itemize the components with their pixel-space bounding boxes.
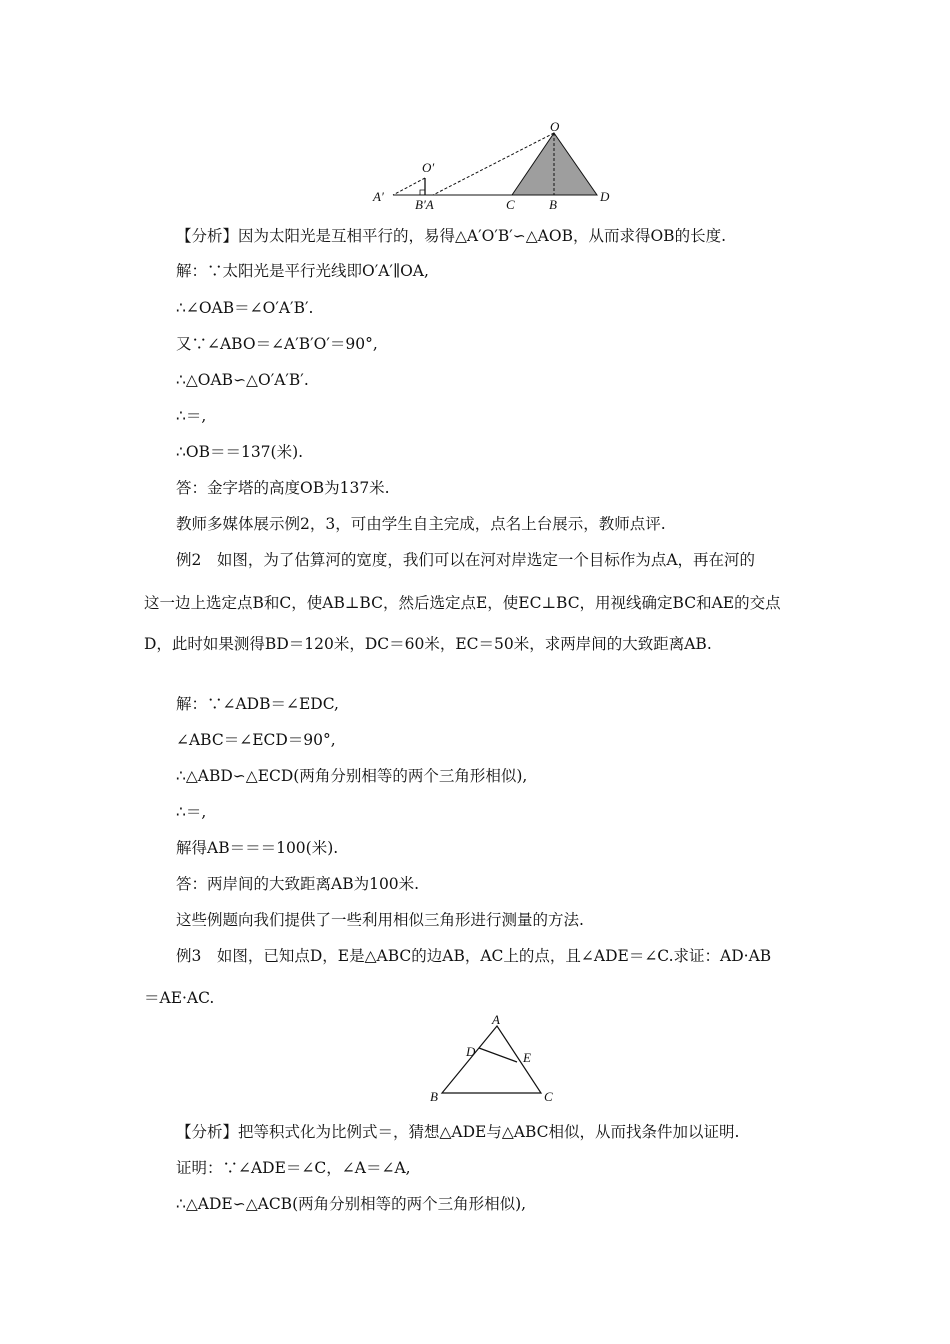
solution-2-line-2: ∠ABC＝∠ECD＝90°, [176,731,336,749]
label-b: B [430,1089,438,1104]
solution-1-line-5: ∴＝, [176,407,207,425]
solution-1-line-4: ∴△OAB∽△O′A′B′. [176,371,309,389]
label-c: C [544,1089,553,1104]
answer-1: 答：金字塔的高度OB为137米. [176,479,390,497]
analysis-1: 【分析】因为太阳光是互相平行的，易得△A′O′B′∽△AOB，从而求得OB的长度. [176,227,726,245]
proof-3-line-1: 证明：∵∠ADE＝∠C，∠A＝∠A, [176,1159,411,1177]
triangle-figure [425,1012,565,1108]
teacher-note: 教师多媒体展示例2，3，可由学生自主完成，点名上台展示，教师点评. [176,515,666,533]
right-angle-mark [420,190,425,195]
solution-2-line-5: 解得AB＝＝＝100(米). [176,839,339,857]
pyramid-shadow-figure [365,118,625,214]
solution-2-line-1: 解：∵∠ADB＝∠EDC, [176,695,339,713]
label-b: B [549,197,557,212]
label-e: E [523,1050,531,1065]
example-2-line-2: 这一边上选定点B和C，使AB⊥BC，然后选定点E，使EC⊥BC，用视线确定BC和AE的交点 [144,594,781,612]
solution-1-line-2: ∴∠OAB＝∠O′A′B′. [176,299,314,317]
label-a-prime: A′ [373,189,384,204]
example-3-line-1: 例3 如图，已知点D，E是△ABC的边AB，AC上的点，且∠ADE＝∠C.求证：AD·AB [176,947,772,965]
label-b-prime-a: B′A [415,197,434,212]
label-d: D [466,1044,476,1059]
example-2-line-1: 例2 如图，为了估算河的宽度，我们可以在河对岸选定一个目标作为点A，再在河的 [176,551,756,569]
label-o: O [550,119,560,134]
segment-de [479,1048,517,1062]
solution-1-line-3: 又∵∠ABO＝∠A′B′O′＝90°, [176,335,378,353]
label-c: C [506,197,515,212]
analysis-3: 【分析】把等积式化为比例式＝，猜想△ADE与△ABC相似，从而找条件加以证明. [176,1123,740,1141]
proof-3-line-2: ∴△ADE∽△ACB(两角分别相等的两个三角形相似), [176,1195,527,1213]
answer-2: 答：两岸间的大致距离AB为100米. [176,875,420,893]
solution-1-line-6: ∴OB＝＝137(米). [176,443,304,461]
example-3-line-2: ＝AE·AC. [144,989,215,1007]
label-a: A [492,1012,500,1027]
solution-1-line-1: 解：∵太阳光是平行光线即O′A′∥OA, [176,262,429,280]
solution-2-line-3: ∴△ABD∽△ECD(两角分别相等的两个三角形相似), [176,767,528,785]
summary-line: 这些例题向我们提供了一些利用相似三角形进行测量的方法. [176,911,584,929]
example-2-line-3: D，此时如果测得BD＝120米，DC＝60米，EC＝50米，求两岸间的大致距离AB. [144,635,712,653]
label-o-prime: O′ [422,160,435,175]
solution-2-line-4: ∴＝, [176,803,207,821]
label-d: D [600,189,610,204]
